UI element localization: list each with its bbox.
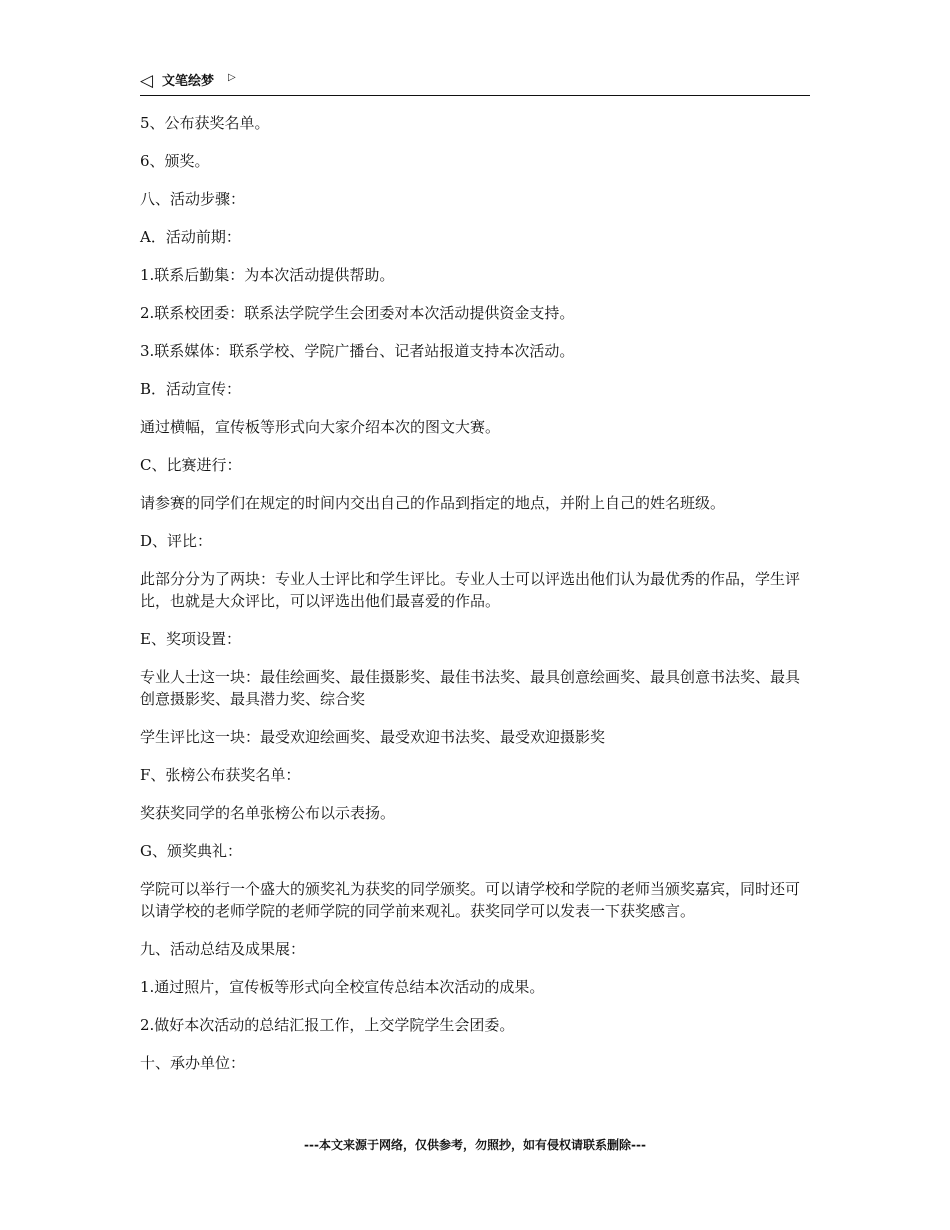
sub-heading: C、比赛进行： — [140, 456, 242, 474]
paragraph: 5、公布获奖名单。 — [140, 114, 270, 132]
paragraph: 专业人士这一块：最佳绘画奖、最佳摄影奖、最佳书法奖、最具创意绘画奖、最具创意书法奖、最具创意摄影奖、最具潜力奖、综合奖 — [140, 668, 801, 708]
paragraph: 奖获奖同学的名单张榜公布以示表扬。 — [140, 804, 396, 822]
sub-heading: E、奖项设置： — [140, 630, 241, 648]
paragraph: 6、颁奖。 — [140, 152, 210, 170]
brand-name: 文笔绘梦 — [162, 74, 215, 89]
triangle-right-icon: ▷ — [228, 72, 236, 83]
paragraph: 请参赛的同学们在规定的时间内交出自己的作品到指定的地点，并附上自己的姓名班级。 — [140, 494, 726, 512]
paragraph: 3.联系媒体：联系学校、学院广播台、记者站报道支持本次活动。 — [140, 342, 575, 360]
paragraph: 此部分分为了两块：专业人士评比和学生评比。专业人士可以评选出他们认为最优秀的作品，学生评比，也就是大众评比，可以评选出他们最喜爱的作品。 — [140, 570, 801, 610]
page-header — [140, 70, 810, 96]
paragraph: 2.联系校团委：联系法学院学生会团委对本次活动提供资金支持。 — [140, 304, 575, 322]
section-heading: 九、活动总结及成果展： — [140, 940, 306, 958]
paragraph: 学生评比这一块：最受欢迎绘画奖、最受欢迎书法奖、最受欢迎摄影奖 — [140, 728, 606, 746]
paragraph: 1.通过照片，宣传板等形式向全校宣传总结本次活动的成果。 — [140, 978, 545, 996]
section-heading: 十、承办单位： — [140, 1054, 246, 1072]
header-rule — [140, 95, 810, 96]
paragraph: 通过横幅，宣传板等形式向大家介绍本次的图文大赛。 — [140, 418, 501, 436]
section-heading: 八、活动步骤： — [140, 190, 246, 208]
sub-heading: F、张榜公布获奖名单： — [140, 766, 301, 784]
paragraph: 2.做好本次活动的总结汇报工作，上交学院学生会团委。 — [140, 1016, 515, 1034]
paragraph: 1.联系后勤集：为本次活动提供帮助。 — [140, 266, 395, 284]
sub-heading: B．活动宣传： — [140, 380, 242, 398]
sub-heading: G、颁奖典礼： — [140, 842, 242, 860]
paragraph: 学院可以举行一个盛大的颁奖礼为获奖的同学颁奖。可以请学校和学院的老师当颁奖嘉宾，同时还可以请学校的老师学院的老师学院的同学前来观礼。获奖同学可以发表一下获奖感言。 — [140, 880, 801, 920]
sub-heading: A．活动前期： — [140, 228, 241, 246]
footer-disclaimer: ---本文来源于网络，仅供参考，勿照抄，如有侵权请联系删除--- — [304, 1138, 646, 1152]
document-body — [140, 112, 812, 1074]
triangle-left-icon: ◁ — [140, 71, 154, 91]
sub-heading: D、评比： — [140, 532, 213, 550]
